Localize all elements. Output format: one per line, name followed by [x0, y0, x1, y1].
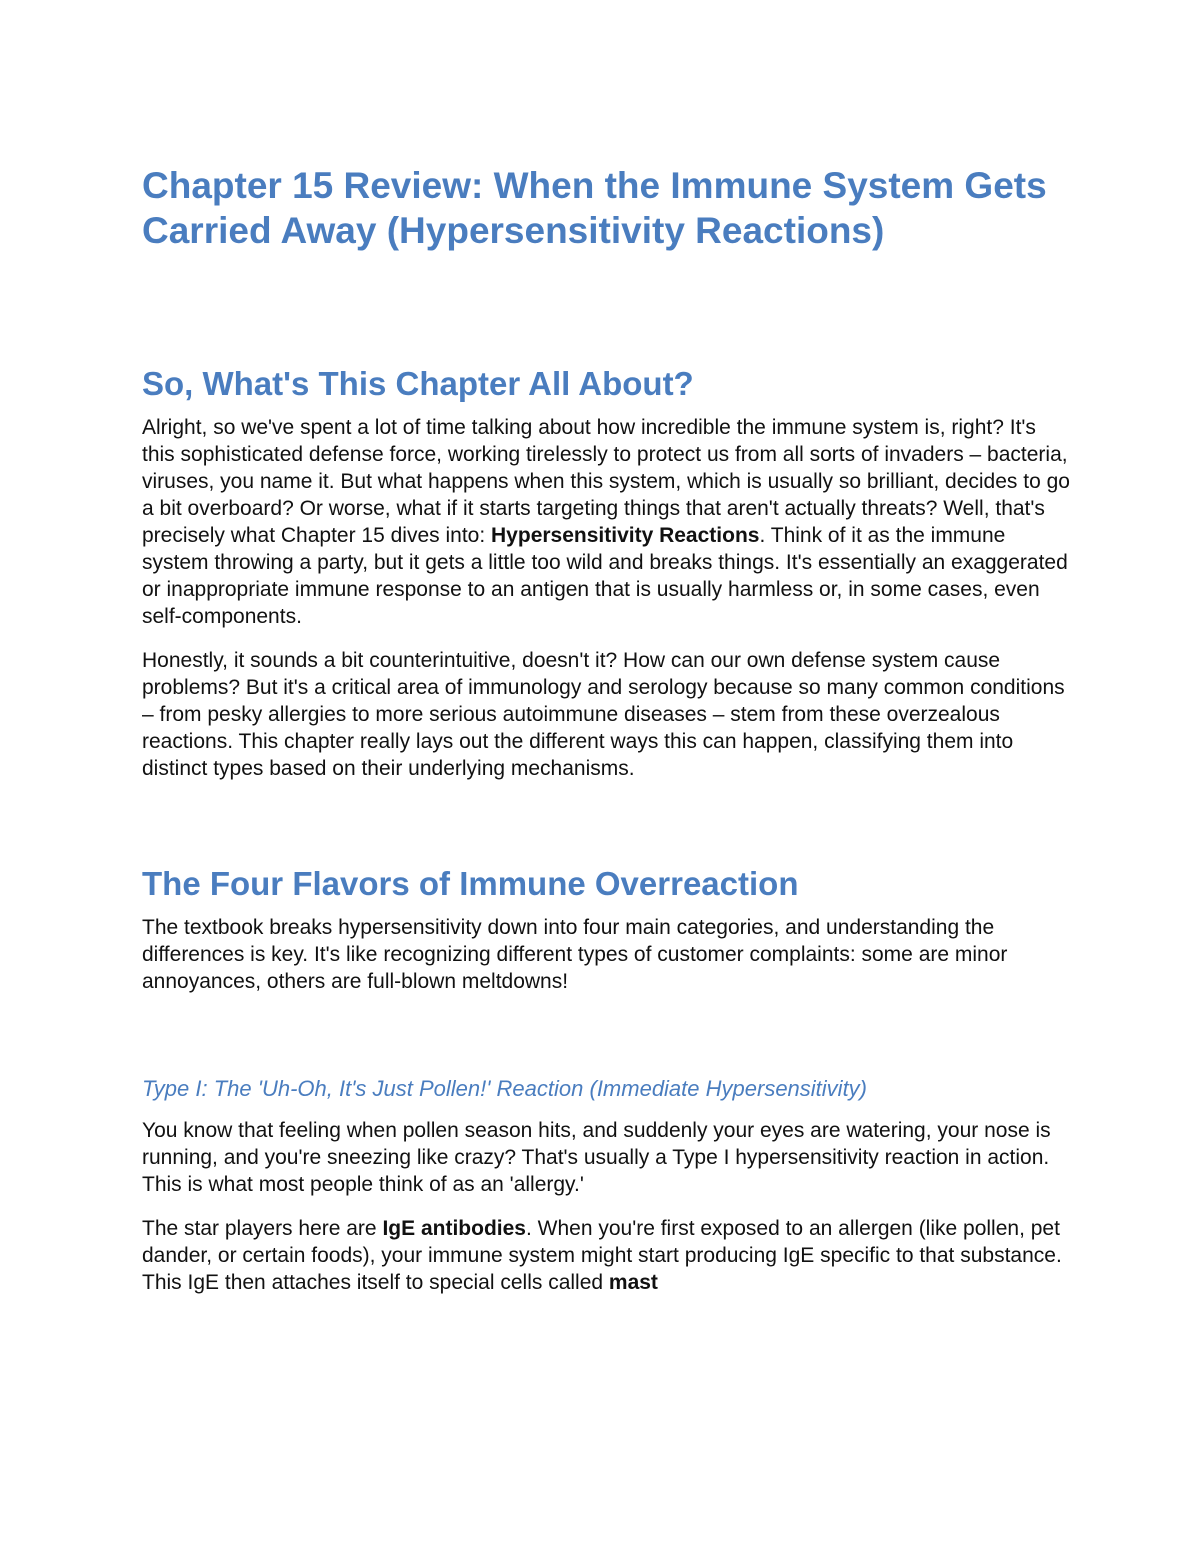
paragraph-text: The star players here are: [142, 1217, 383, 1240]
paragraph-four-categories: The textbook breaks hypersensitivity down into four main categories, and understanding the differences is key. It's like recognizing different types of customer complaints: some are minor annoyances, others are full-blown meltdowns!: [142, 916, 1008, 993]
section-heading-four-flavors: The Four Flavors of Immune Overreaction: [142, 865, 799, 902]
bold-term-mast: mast: [608, 1271, 658, 1294]
paragraph-counterintuitive: Honestly, it sounds a bit counterintuitive, doesn't it? How can our own defense system cause problems? But it's a critical area of immunology and serology because so many common conditions – from pesky allergies to more serious autoimmune diseases – stem from these overzealous reactions. This chapter really lays out the different ways this can happen, classifying them into distinct types based on their underlying mechanisms.: [142, 649, 1065, 780]
subheading-type-one: Type I: The 'Uh-Oh, It's Just Pollen!' Reaction (Immediate Hypersensitivity): [142, 1076, 868, 1101]
section-heading-chapter-about: So, What's This Chapter All About?: [142, 365, 694, 402]
document-title: Chapter 15 Review: When the Immune System Gets Carried Away (Hypersensitivity Reactions): [142, 165, 1047, 251]
paragraph-ige-antibodies: [142, 1215, 1072, 1296]
document-body: [142, 163, 1072, 1296]
paragraph-text: Alright, so we've spent a lot of time talking about how incredible the immune system is, right? It's this sophisticated defense force, working tirelessly to protect us from all sorts of invaders – bacteria, viruses, you name it. But what happens when this system, which is usually so brilliant, decides to go a bit overboard? Or worse, what if it starts targeting things that aren't actually threats? Well, that's precisely what Chapter 15 dives into:: [142, 416, 1070, 547]
paragraph-pollen-season: You know that feeling when pollen season hits, and suddenly your eyes are watering, your nose is running, and you're sneezing like crazy? That's usually a Type I hypersensitivity reaction in action. This is what most people think of as an 'allergy.': [142, 1119, 1051, 1196]
paragraph-chapter-intro: [142, 414, 1072, 630]
bold-term-ige-antibodies: IgE antibodies: [382, 1217, 526, 1240]
paragraph-text: . Think of it as the immune system throwing a party, but it gets a little too wild and breaks things. It's essentially an exaggerated or inappropriate immune response to an antigen that is usually harmless or, in some cases, even self-components.: [142, 524, 1068, 628]
bold-term-hypersensitivity-reactions: Hypersensitivity Reactions: [491, 524, 760, 547]
paragraph-text: . When you're first exposed to an allergen (like pollen, pet dander, or certain foods), your immune system might start producing IgE specific to that substance. This IgE then attaches itself to special cells called: [142, 1217, 1062, 1294]
